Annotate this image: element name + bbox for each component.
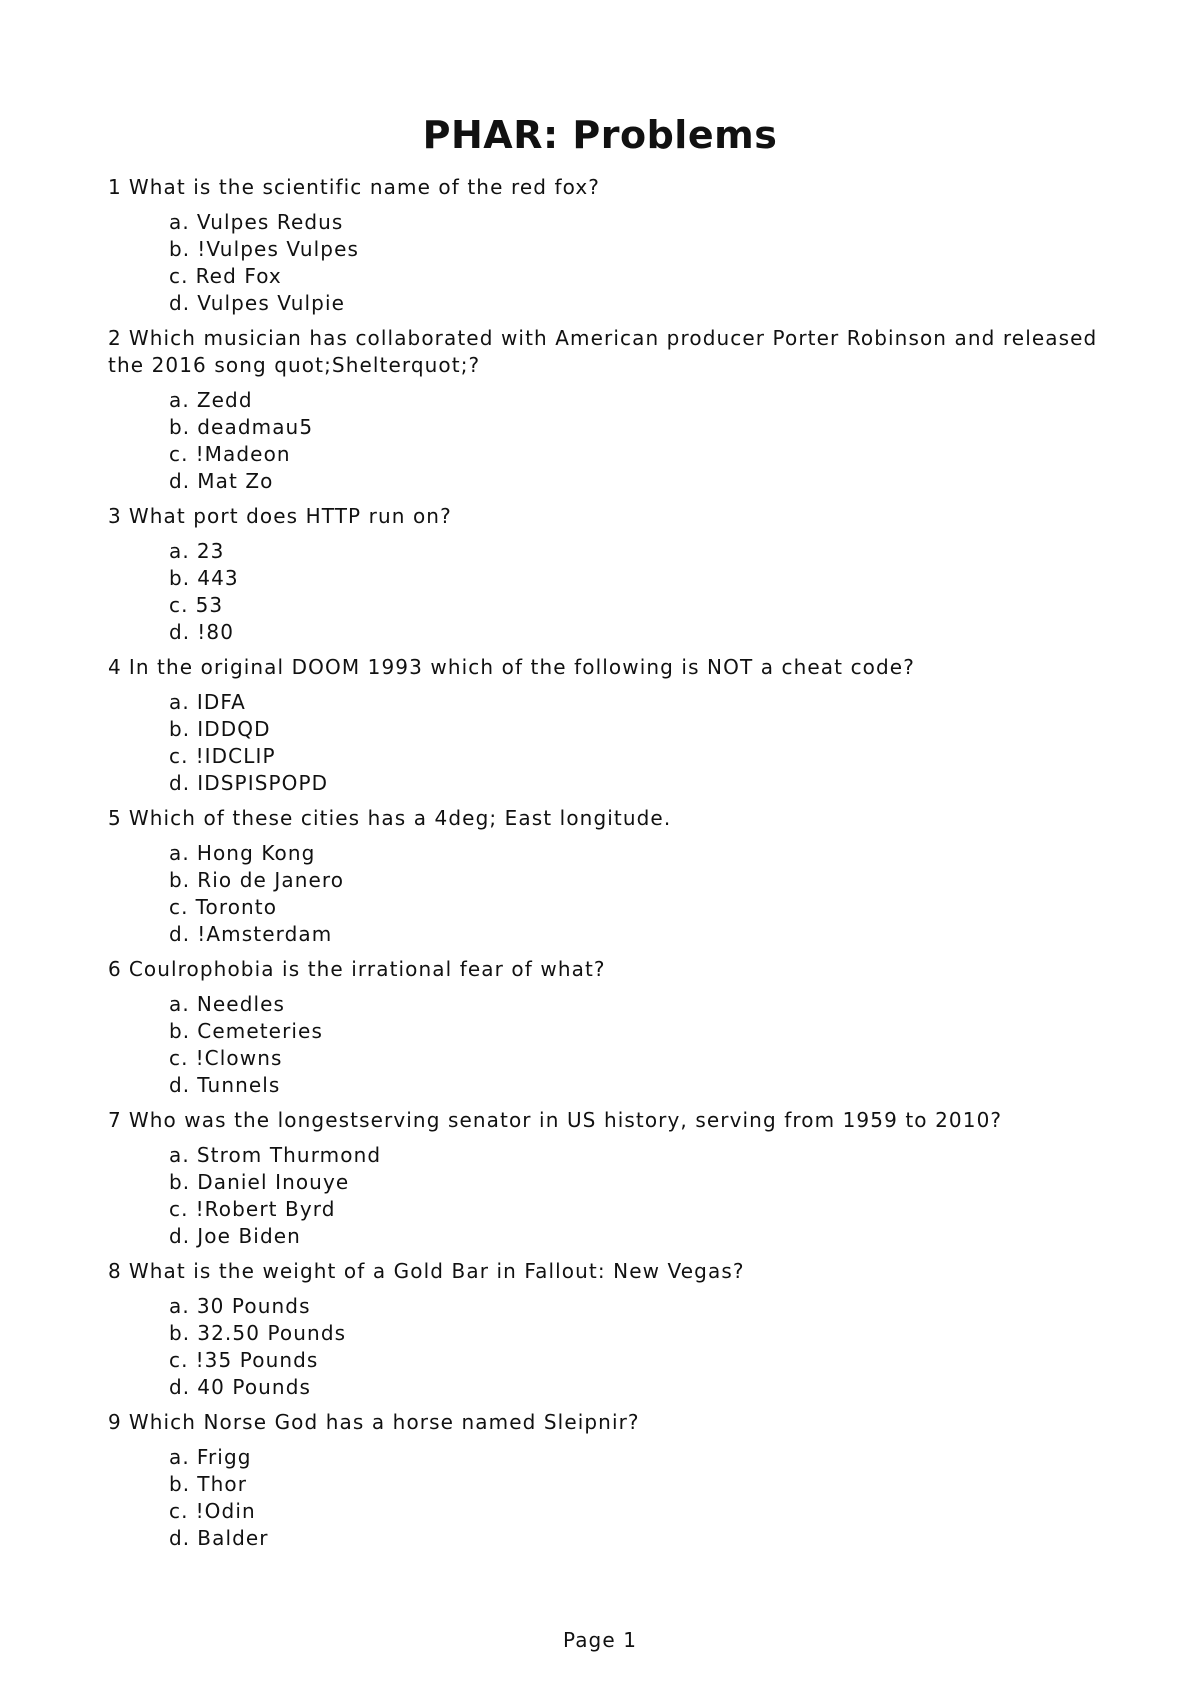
option-item [169, 387, 1108, 414]
option-label: a. [169, 841, 190, 865]
option-text: !Vulpes Vulpes [197, 237, 359, 261]
option-text: 443 [197, 566, 239, 590]
option-text: !Clowns [195, 1046, 283, 1070]
option-item [169, 743, 1108, 770]
option-text: IDSPISPOPD [197, 771, 329, 795]
question-block [108, 174, 1108, 317]
option-text: Mat Zo [197, 469, 274, 493]
option-item [169, 1374, 1108, 1401]
option-text: Hong Kong [196, 841, 316, 865]
question-body: What port does HTTP run on? [128, 504, 452, 528]
option-label: d. [169, 1224, 191, 1248]
options-list [108, 991, 1108, 1099]
option-text: !Madeon [195, 442, 291, 466]
question-text [108, 805, 1108, 832]
option-label: a. [169, 690, 190, 714]
option-text: Joe Biden [197, 1224, 301, 1248]
option-text: Toronto [195, 895, 278, 919]
question-block [108, 956, 1108, 1099]
question-text [108, 956, 1108, 983]
option-item [169, 689, 1108, 716]
option-label: c. [169, 744, 189, 768]
option-label: c. [169, 1046, 189, 1070]
option-text: IDDQD [197, 717, 271, 741]
option-item [169, 716, 1108, 743]
option-text: 32.50 Pounds [197, 1321, 347, 1345]
option-item [169, 263, 1108, 290]
options-list [108, 1293, 1108, 1401]
option-label: a. [169, 992, 190, 1016]
option-item [169, 1320, 1108, 1347]
option-label: c. [169, 264, 189, 288]
option-text: 30 Pounds [196, 1294, 311, 1318]
option-item [169, 867, 1108, 894]
option-item [169, 1293, 1108, 1320]
option-label: a. [169, 1445, 190, 1469]
option-label: b. [169, 1472, 191, 1496]
option-text: !Amsterdam [197, 922, 333, 946]
option-label: a. [169, 388, 190, 412]
option-label: b. [169, 237, 191, 261]
option-item [169, 619, 1108, 646]
option-label: b. [169, 566, 191, 590]
option-label: b. [169, 1170, 191, 1194]
question-text [108, 1258, 1108, 1285]
question-block [108, 1409, 1108, 1552]
options-list [108, 209, 1108, 317]
question-body: Coulrophobia is the irrational fear of what? [128, 957, 606, 981]
option-text: Thor [197, 1472, 248, 1496]
option-label: c. [169, 1348, 189, 1372]
option-label: a. [169, 210, 190, 234]
option-text: Zedd [196, 388, 253, 412]
option-label: c. [169, 593, 189, 617]
options-list [108, 840, 1108, 948]
option-label: a. [169, 539, 190, 563]
question-text [108, 654, 1108, 681]
option-label: c. [169, 442, 189, 466]
option-text: !Odin [195, 1499, 256, 1523]
option-item [169, 592, 1108, 619]
option-text: Red Fox [195, 264, 282, 288]
question-number: 1 [108, 175, 122, 199]
options-list [108, 689, 1108, 797]
option-label: d. [169, 1375, 191, 1399]
option-text: Frigg [196, 1445, 252, 1469]
option-item [169, 840, 1108, 867]
option-label: b. [169, 717, 191, 741]
option-item [169, 538, 1108, 565]
option-text: Strom Thurmond [196, 1143, 382, 1167]
option-label: b. [169, 1321, 191, 1345]
option-text: 40 Pounds [197, 1375, 312, 1399]
question-number: 8 [108, 1259, 122, 1283]
option-label: d. [169, 771, 191, 795]
question-number: 3 [108, 504, 122, 528]
option-item [169, 1045, 1108, 1072]
question-number: 9 [108, 1410, 122, 1434]
options-list [108, 538, 1108, 646]
option-label: c. [169, 1197, 189, 1221]
question-text [108, 325, 1108, 379]
question-body: In the original DOOM 1993 which of the following is NOT a cheat code? [128, 655, 915, 679]
option-text: Cemeteries [197, 1019, 323, 1043]
option-item [169, 1347, 1108, 1374]
option-item [169, 1018, 1108, 1045]
option-text: Balder [197, 1526, 269, 1550]
question-number: 2 [108, 326, 122, 350]
questions-list [108, 174, 1108, 1552]
option-label: d. [169, 620, 191, 644]
options-list [108, 1444, 1108, 1552]
option-text: deadmau5 [197, 415, 314, 439]
option-item [169, 770, 1108, 797]
option-label: d. [169, 1526, 191, 1550]
option-label: a. [169, 1294, 190, 1318]
option-item [169, 1142, 1108, 1169]
option-item [169, 1471, 1108, 1498]
question-number: 6 [108, 957, 122, 981]
question-block [108, 805, 1108, 948]
question-text [108, 1107, 1108, 1134]
option-item [169, 1498, 1108, 1525]
option-label: b. [169, 1019, 191, 1043]
option-item [169, 1444, 1108, 1471]
option-item [169, 468, 1108, 495]
option-item [169, 991, 1108, 1018]
options-list [108, 387, 1108, 495]
question-body: Who was the longestserving senator in US history, serving from 1959 to 2010? [128, 1108, 1003, 1132]
option-text: Vulpes Vulpie [197, 291, 346, 315]
option-item [169, 1223, 1108, 1250]
option-text: !IDCLIP [195, 744, 276, 768]
option-label: d. [169, 469, 191, 493]
question-body: What is the weight of a Gold Bar in Fallout: New Vegas? [128, 1259, 745, 1283]
page-number: Page 1 [562, 1628, 638, 1652]
option-text: Daniel Inouye [197, 1170, 350, 1194]
option-item [169, 921, 1108, 948]
question-block [108, 1107, 1108, 1250]
option-item [169, 414, 1108, 441]
option-text: Vulpes Redus [196, 210, 344, 234]
options-list [108, 1142, 1108, 1250]
question-text [108, 174, 1108, 201]
option-text: 53 [195, 593, 224, 617]
option-item [169, 565, 1108, 592]
question-block [108, 654, 1108, 797]
question-block [108, 325, 1108, 495]
option-text: Tunnels [197, 1073, 281, 1097]
option-text: Rio de Janero [197, 868, 345, 892]
option-label: b. [169, 868, 191, 892]
question-number: 5 [108, 806, 122, 830]
option-item [169, 1525, 1108, 1552]
option-text: !Robert Byrd [195, 1197, 336, 1221]
option-item [169, 290, 1108, 317]
option-item [169, 1072, 1108, 1099]
question-text [108, 1409, 1108, 1436]
option-text: !80 [197, 620, 235, 644]
option-label: d. [169, 922, 191, 946]
question-body: Which of these cities has a 4deg; East longitude. [128, 806, 672, 830]
question-block [108, 1258, 1108, 1401]
question-text [108, 503, 1108, 530]
option-text: IDFA [196, 690, 246, 714]
question-body: Which musician has collaborated with American producer Porter Robinson and released the 2016 song quot;Shelterquot;? [108, 326, 1098, 377]
option-label: c. [169, 895, 189, 919]
option-label: d. [169, 1073, 191, 1097]
page-title: PHAR: Problems [422, 113, 778, 157]
option-item [169, 1196, 1108, 1223]
option-label: b. [169, 415, 191, 439]
option-label: a. [169, 1143, 190, 1167]
question-block [108, 503, 1108, 646]
option-label: c. [169, 1499, 189, 1523]
option-text: Needles [196, 992, 286, 1016]
option-item [169, 441, 1108, 468]
option-item [169, 209, 1108, 236]
question-body: What is the scientific name of the red fox? [128, 175, 600, 199]
option-label: d. [169, 291, 191, 315]
option-item [169, 236, 1108, 263]
question-body: Which Norse God has a horse named Sleipnir? [128, 1410, 640, 1434]
option-text: !35 Pounds [195, 1348, 319, 1372]
question-number: 7 [108, 1108, 122, 1132]
option-item [169, 894, 1108, 921]
option-item [169, 1169, 1108, 1196]
question-number: 4 [108, 655, 122, 679]
option-text: 23 [196, 539, 225, 563]
